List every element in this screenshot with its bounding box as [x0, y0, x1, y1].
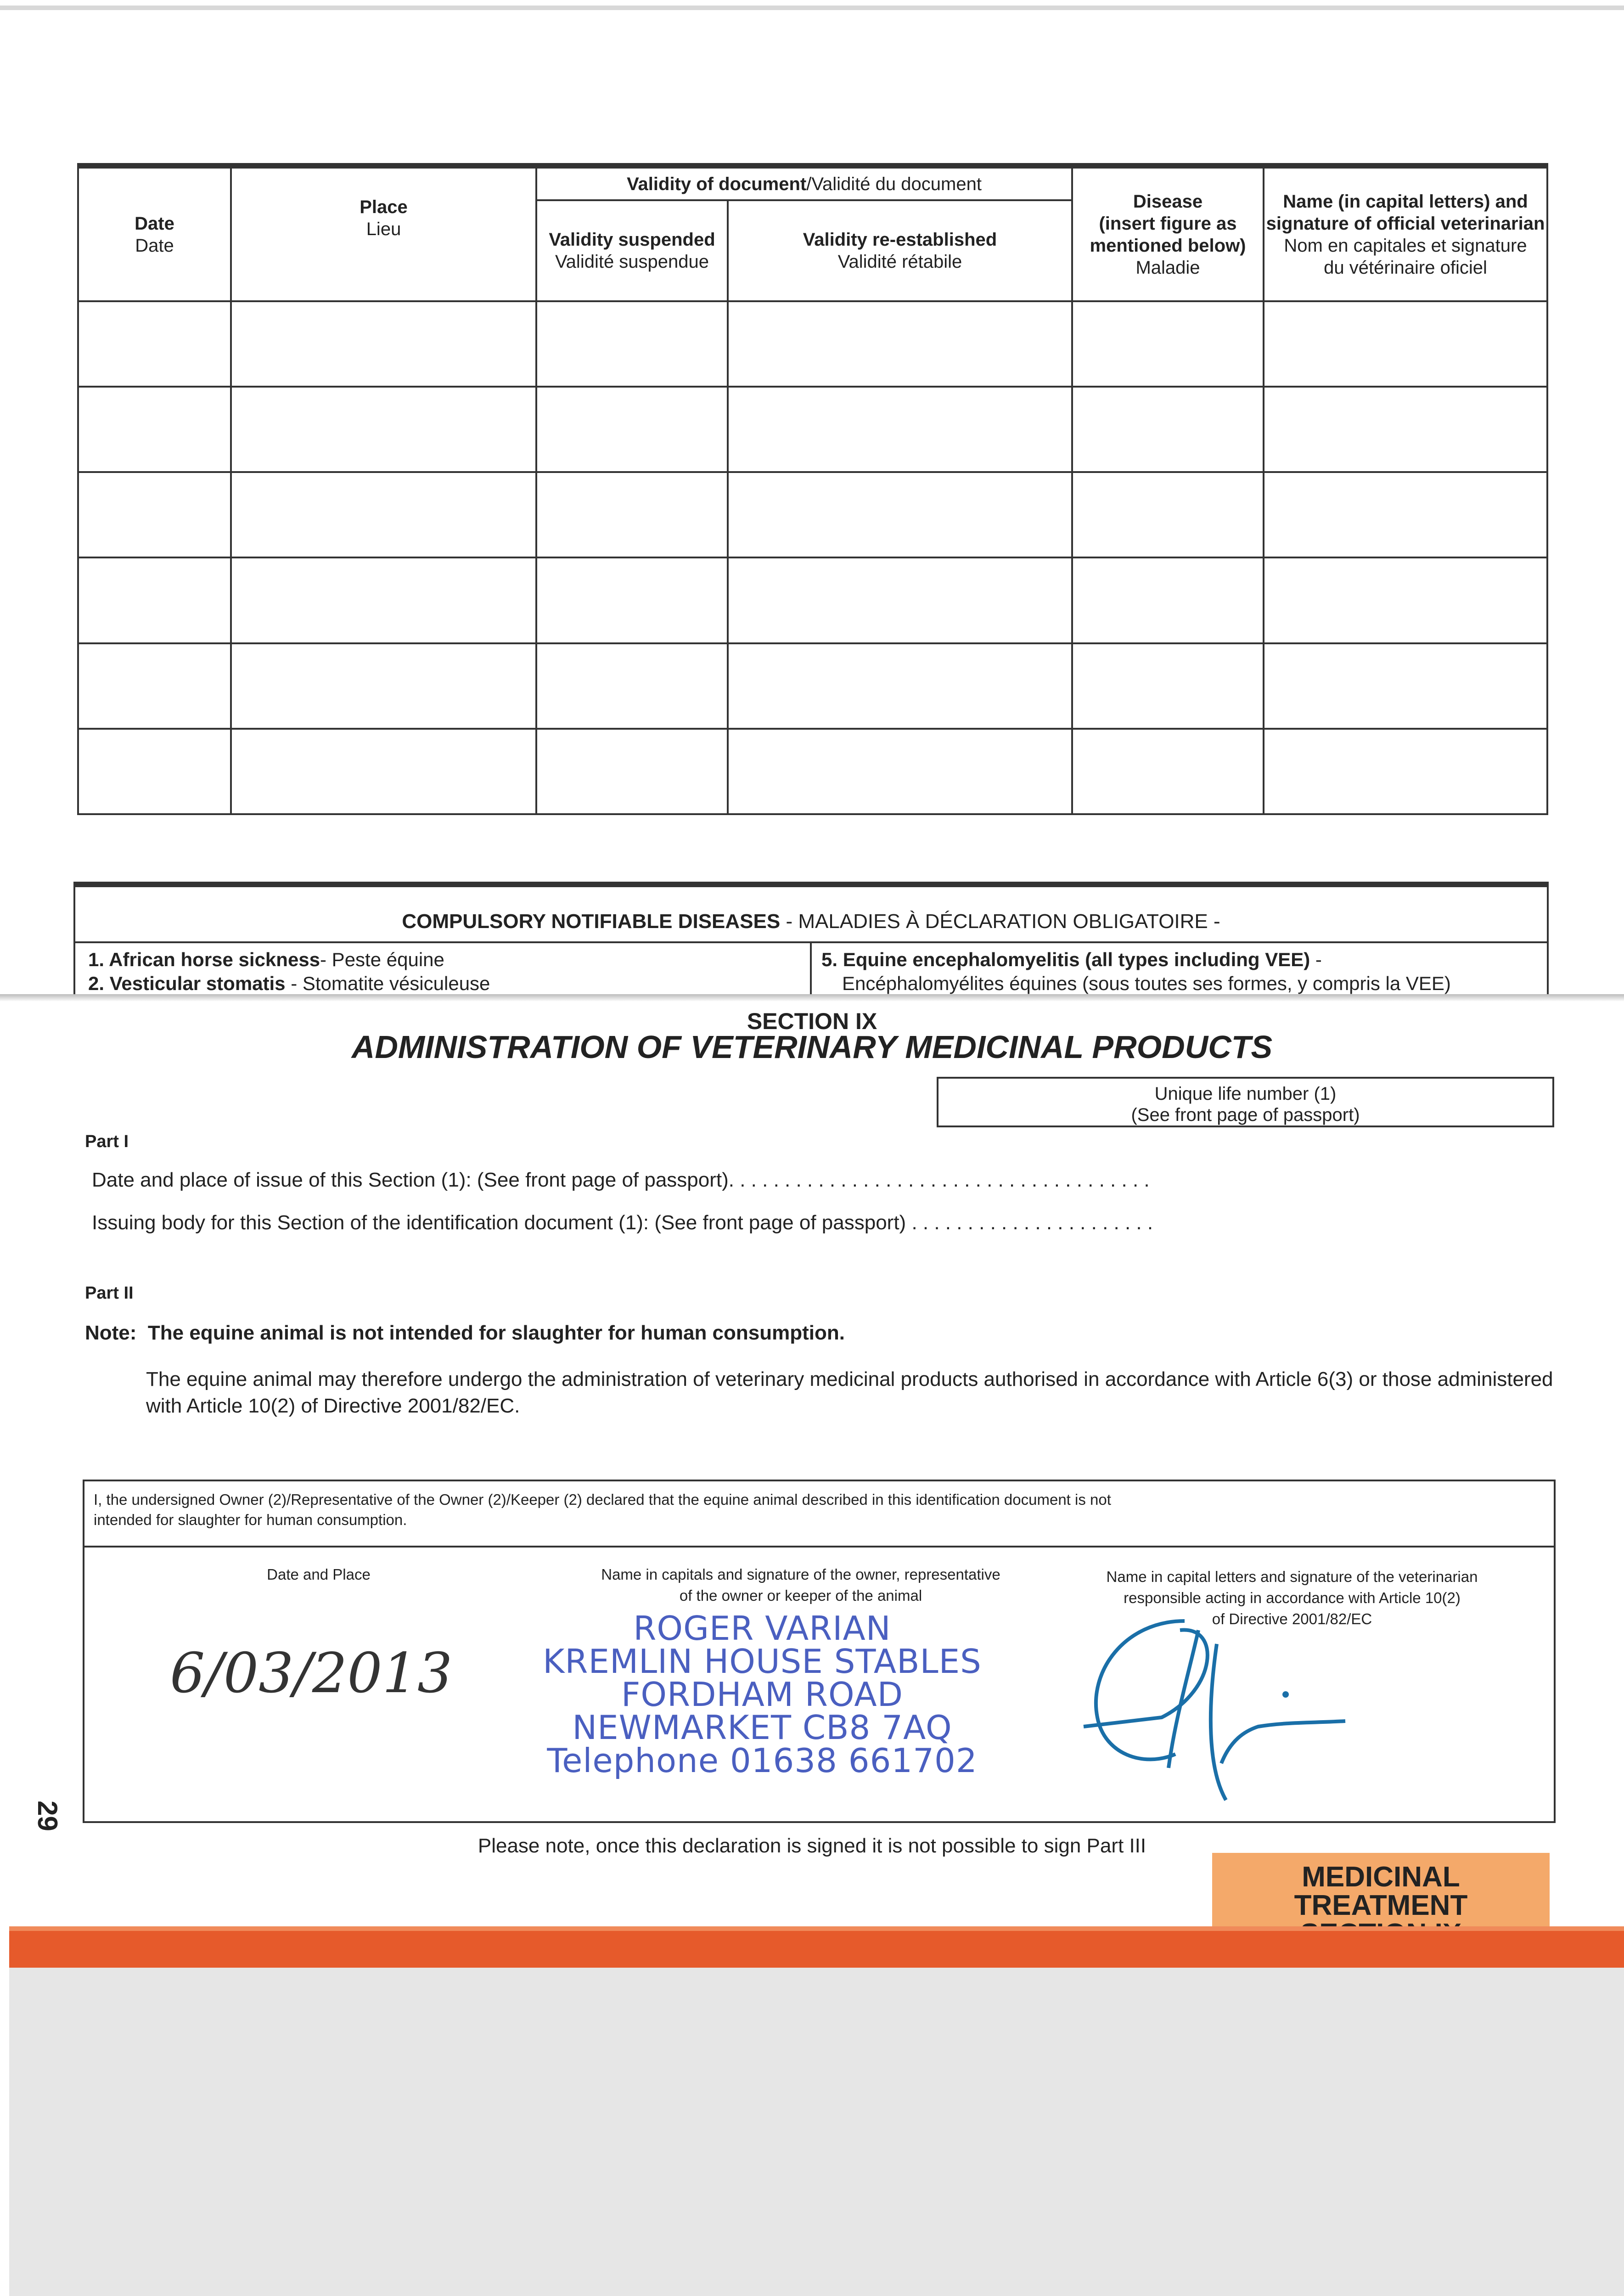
bottom-note: Please note, once this declaration is signed it is not possible to sign Part III	[478, 1835, 1146, 1857]
diseases-title: COMPULSORY NOTIFIABLE DISEASES - MALADIES À DÉCLARATION OBLIGATOIRE -	[402, 910, 1220, 933]
section-title: ADMINISTRATION OF VETERINARY MEDICINAL PRODUCTS	[351, 1029, 1273, 1065]
date-place-line: Date and place of issue of this Section (1): (See front page of passport). . . . . . . . . . . . . . . . . . . . . . . . . . . . . . . . . . . . . .	[92, 1169, 1150, 1191]
header-reestablished: Validity re-established Validité rétabile	[728, 200, 1072, 301]
orange-band	[9, 1931, 1624, 1968]
part-2-label: Part II	[85, 1283, 134, 1303]
owner-stamp: ROGER VARIAN KREMLIN HOUSE STABLES FORDHAM ROAD NEWMARKET CB8 7AQ Telephone 01638 661702	[543, 1609, 982, 1780]
page-top-edge	[0, 6, 1624, 10]
page-fold-shadow	[0, 994, 1624, 1002]
header-place: Place Lieu	[231, 166, 536, 301]
unique-life-number-box: Unique life number (1) (See front page of passport)	[937, 1077, 1554, 1127]
validity-table	[77, 163, 1548, 815]
table-row	[78, 557, 1547, 643]
note: Note: The equine animal is not intended for slaughter for human consumption.	[85, 1322, 845, 1344]
vet-signature	[1070, 1616, 1354, 1818]
page-number: 29	[32, 1801, 63, 1831]
vet-heading: Name in capital letters and signature of the veterinarian responsible acting in accordance with Article 10(2) of Directive 2001/82/EC	[1106, 1568, 1478, 1627]
declaration-text: I, the undersigned Owner (2)/Representative of the Owner (2)/Keeper (2) declared that the equine animal described in this identification document is not intended for slaughter for human consumption.	[94, 1491, 1111, 1528]
grey-background	[9, 1968, 1624, 2296]
table-row	[78, 301, 1547, 387]
section-number: SECTION IX	[747, 1008, 877, 1034]
header-disease: Disease (insert figure as mentioned below) Maladie	[1072, 166, 1264, 301]
header-vet-name: Name (in capital letters) and signature of official veterinarian Nom en capitales et signature du vétérinaire oficiel	[1264, 166, 1547, 301]
part-1-label: Part I	[85, 1132, 129, 1151]
header-date: Date Date	[78, 166, 231, 301]
table-row	[78, 472, 1547, 557]
header-suspended: Validity suspended Validité suspendue	[536, 200, 728, 301]
table-row	[78, 643, 1547, 729]
diseases-box	[73, 882, 1549, 1007]
note-paragraph: The equine animal may therefore undergo the administration of veterinary medicinal products authorised in accordance with Article 6(3) or those administered with Article 10(2) of Directive 2001/82/EC.	[146, 1368, 1553, 1417]
diseases-right-column: 5. Equine encephalomyelitis (all types including VEE) - Encéphalomyélites équines (sous toutes ses formes, y compris la VEE)	[821, 949, 1451, 994]
handwritten-date: 6/03/2013	[170, 1642, 453, 1705]
table-row	[78, 729, 1547, 814]
diseases-left-column: 1. African horse sickness- Peste équine 2. Vesticular stomatis - Stomatite vésiculeuse	[88, 949, 490, 994]
table-row	[78, 387, 1547, 472]
issuing-body-line: Issuing body for this Section of the identification document (1): (See front page of passport) . . . . . . . . . . . . . . . . . . . . . .	[92, 1211, 1153, 1234]
owner-heading: Name in capitals and signature of the owner, representative of the owner or keeper of the animal	[601, 1566, 1000, 1604]
section-tab: MEDICINAL TREATMENT	[1212, 1853, 1550, 1938]
date-place-heading: Date and Place	[267, 1566, 371, 1583]
header-validity: Validity of document/Validité du document	[536, 166, 1072, 200]
